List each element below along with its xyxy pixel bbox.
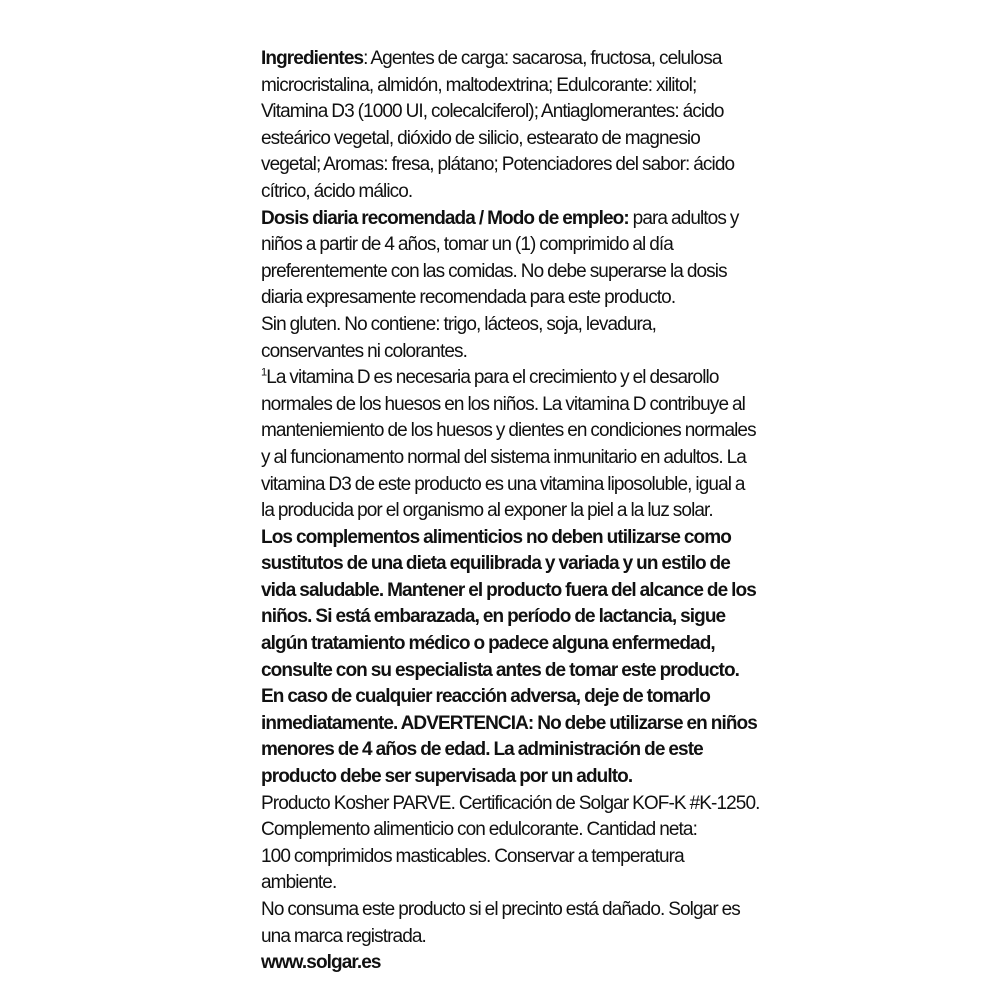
dosage-text: para adultos y niños a partir de 4 años, tomar un (1) comprimido al día preferentemente con las comidas. No debe superarse la dosis diaria expresamente recomendada para este producto. — [261, 207, 739, 309]
quantity-line: 100 comprimidos masticables. Conservar a temperatura ambiente. — [261, 845, 684, 894]
product-label-text — [261, 46, 761, 977]
dosage-heading: Dosis diaria recomendada / Modo de empleo: — [261, 207, 629, 229]
footnote-text: La vitamina D es necesaria para el crecimiento y el desarollo normales de los huesos en los niños. La vitamina D contribuye al manteniemiento de los huesos y dientes en condiciones normales y al funcionamento normal del sistema inmunitario en adultos. La vitamina D3 de este producto es una vitamina liposoluble, igual a la producida por el organismo al exponer la piel a la luz solar. — [261, 367, 756, 522]
footnote-paragraph — [261, 365, 761, 525]
ingredients-text: : Agentes de carga: sacarosa, fructosa, celulosa microcristalina, almidón, maltodextrina; Edulcorante: xilitol; Vitamina D3 (1000 UI, colecalciferol); Antiaglomerantes: ácido esteárico vegetal, dióxido de silicio, estearato de magnesio vegetal; Aromas: fresa, plátano; Potenciadores del sabor: ácido cítrico, ácido málico. — [261, 48, 735, 202]
warning-paragraph: Los complementos alimenticios no deben utilizarse como sustitutos de una dieta equilibrada y variada y un estilo de vida saludable. Mantener el producto fuera del alcance de los niños. Si está embarazada, en período de lactancia, sigue algún tratamiento médico o padece alguna enfermedad, consulte con su especialista antes de tomar este producto. En caso de cualquier reacción adversa, deje de tomarlo inmediatamente. ADVERTENCIA: No debe utilizarse en niños menores de 4 años de edad. La administración de este producto debe ser supervisada por un adulto. — [261, 526, 757, 788]
allergens-paragraph: Sin gluten. No contiene: trigo, lácteos, soja, levadura, conservantes ni colorantes. — [261, 313, 656, 362]
kosher-line: Producto Kosher PARVE. Certificación de Solgar KOF-K #K-1250. — [261, 792, 760, 814]
ingredients-paragraph — [261, 46, 761, 206]
supplement-line: Complemento alimenticio con edulcorante. Cantidad neta: — [261, 819, 697, 841]
seal-paragraph: No consuma este producto si el precinto está dañado. Solgar es una marca registrada. — [261, 899, 740, 947]
website-link[interactable]: www.solgar.es — [261, 952, 381, 974]
ingredients-heading: Ingredientes — [261, 48, 364, 69]
footnote-marker: 1 — [261, 366, 267, 379]
dosage-paragraph — [261, 206, 761, 312]
